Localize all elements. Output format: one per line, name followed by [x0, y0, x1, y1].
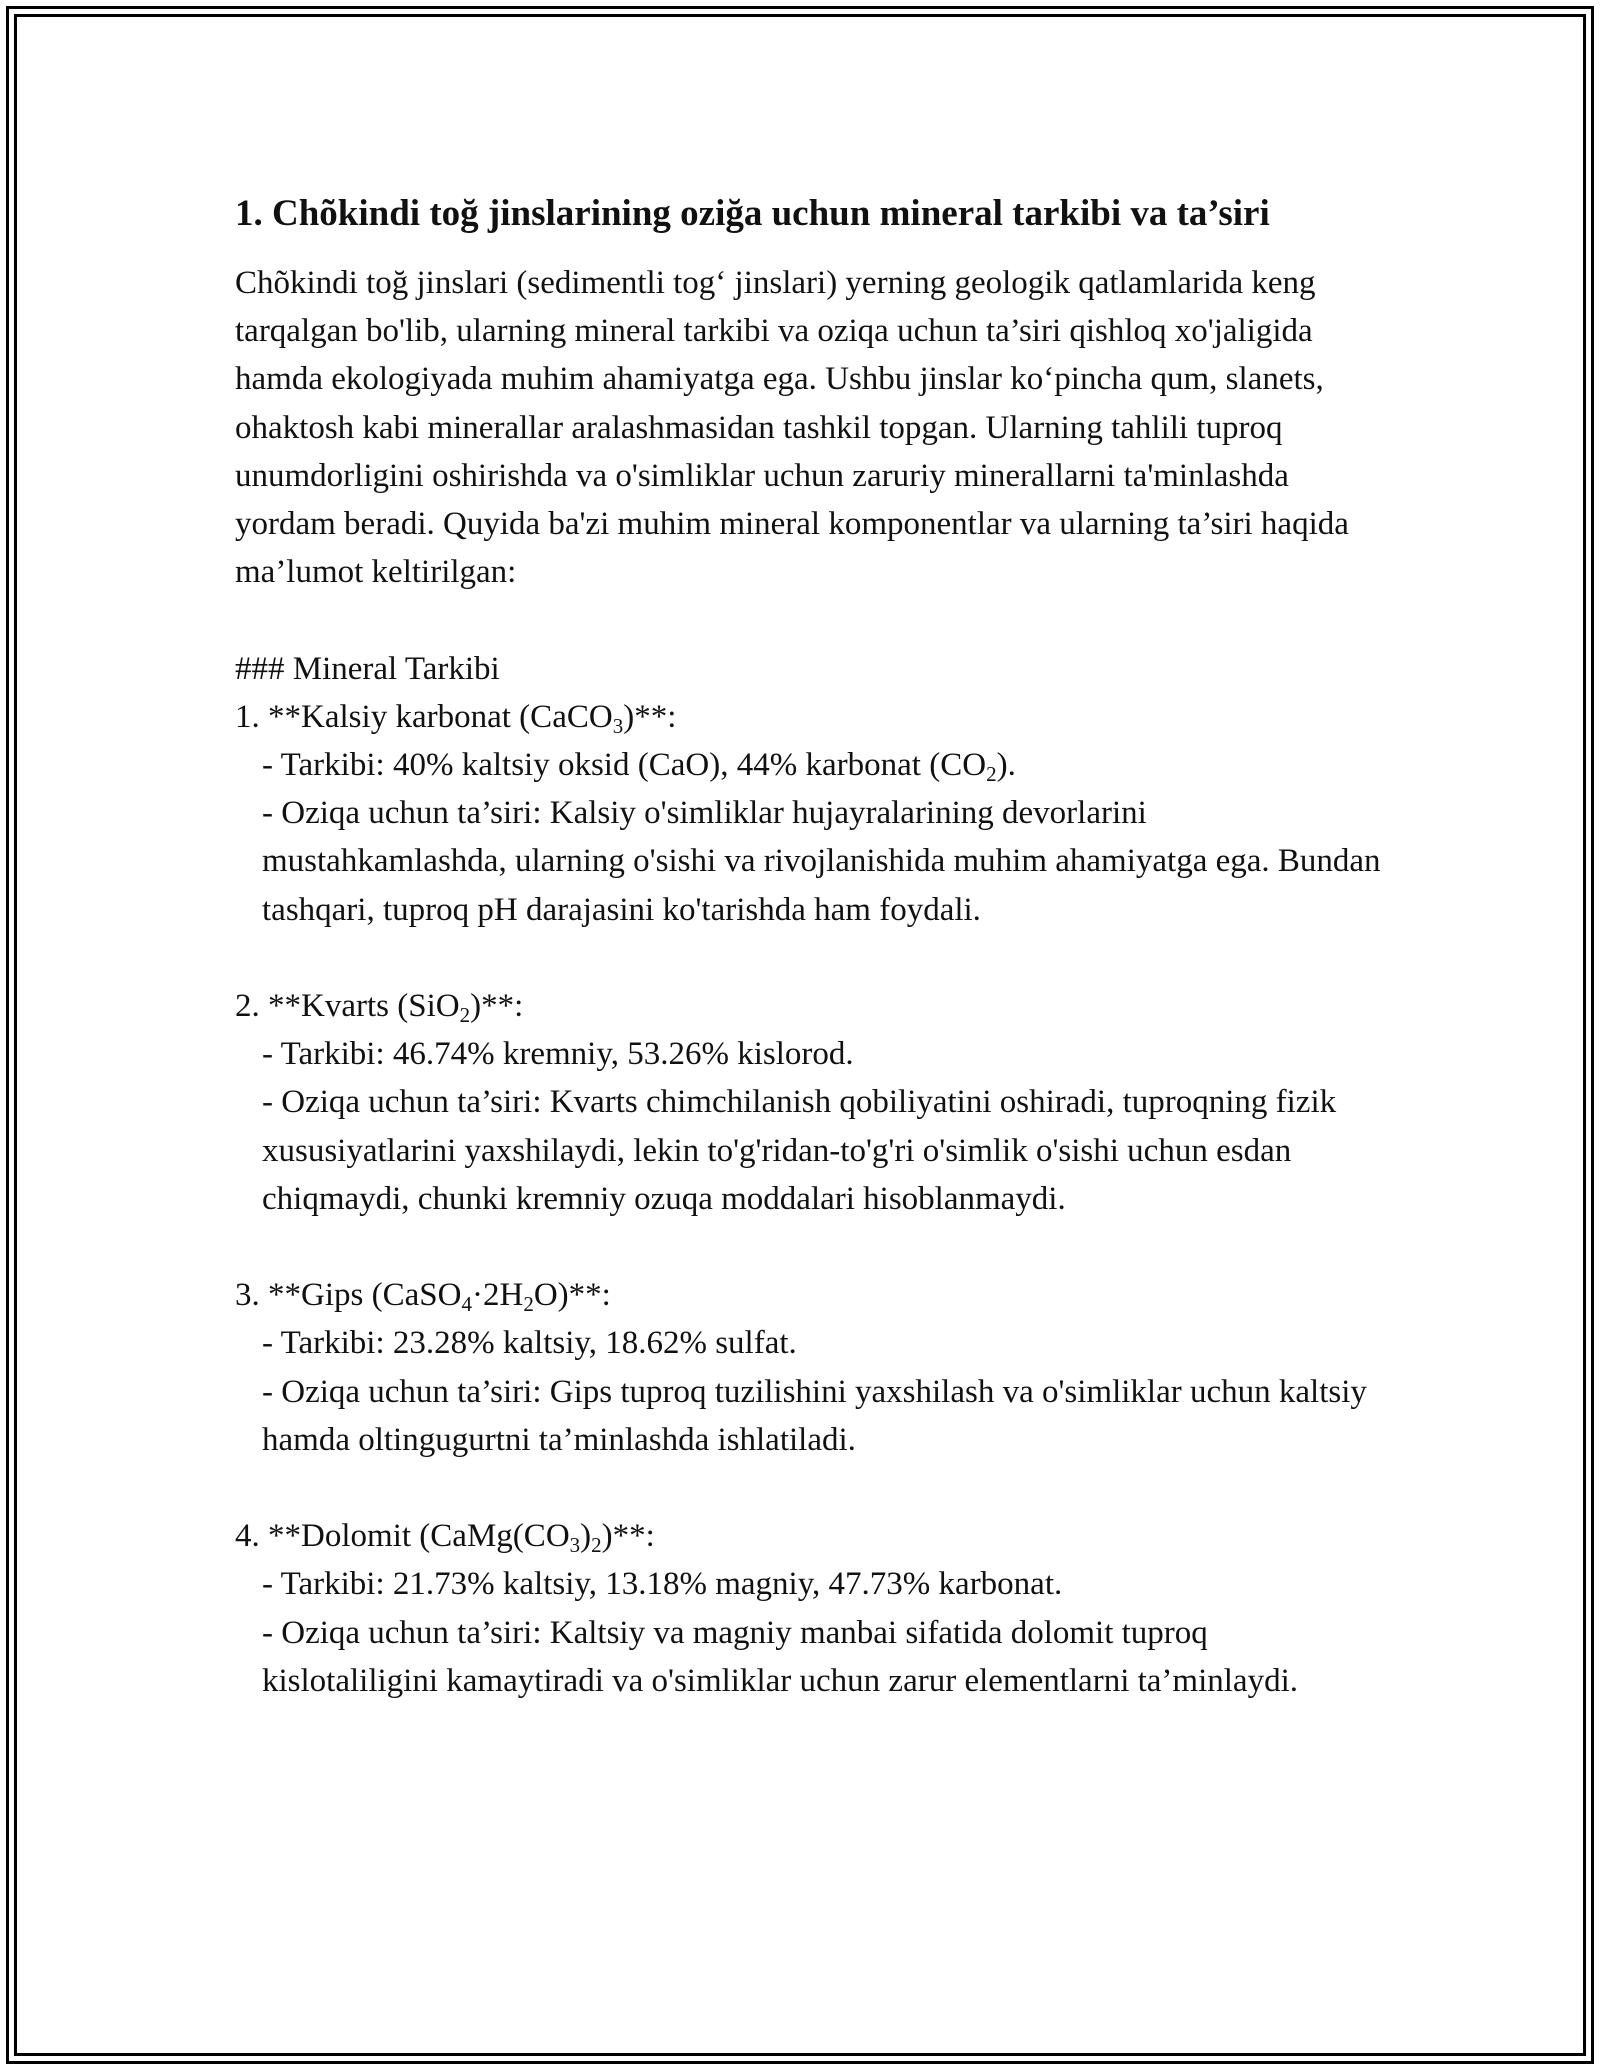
mineral-section — [235, 596, 1385, 1705]
section-heading: ### Mineral Tarkibi — [235, 650, 500, 687]
mineral-heading: 1. **Kalsiy karbonat (CaCO$_3$)**: — [235, 698, 677, 738]
mineral-composition: - Tarkibi: 40% kaltsiy oksid (CaO), 44% karbonat $(CO_2)$. — [262, 747, 1016, 787]
mineral-heading: 2. **Kvarts (SiO$_2$)**: — [235, 988, 524, 1028]
document-title: 1. Chõkindi toğ jinslarining oziğa uchun mineral tarkibi va ta’siri — [235, 193, 1270, 234]
mineral-composition: - Tarkibi: 46.74% kremniy, 53.26% kislorod. — [262, 1036, 854, 1073]
mineral-effect: - Oziqa uchun ta’siri: Kvarts chimchilanish qobiliyatini oshiradi, tuproqning fizik xususiyatlarini yaxshilaydi, lekin to'g'ridan-to'g'ri o'simlik o'sishi uchun esdan chiqmaydi, chunki kremniy ozuqa moddalari hisoblanmaydi. — [262, 1084, 1337, 1217]
mineral-effect: - Oziqa uchun ta’siri: Gips tuproq tuzilishini yaxshilash va o'simliklar uchun kaltsiy hamda oltingugurtni ta’minlashda ishlatiladi. — [262, 1373, 1367, 1458]
mineral-composition: - Tarkibi: 23.28% kaltsiy, 18.62% sulfat. — [262, 1325, 797, 1362]
mineral-effect: - Oziqa uchun ta’siri: Kaltsiy va magniy manbai sifatida dolomit tuproq kislotaliligini kamaytiradi va o'simliklar uchun zarur elementlarni ta’minlaydi. — [262, 1614, 1298, 1699]
document-page — [235, 186, 1385, 1705]
intro-paragraph: Chõkindi toğ jinslari (sedimentli tog‘ jinslari) yerning geologik qatlamlarida keng tarqalgan bo'lib, ularning mineral tarkibi va oziqa uchun ta’siri qishloq xo'jaligida hamda ekologiyada muhim ahamiyatga ega. Ushbu jinslar ko‘pincha qum, slanets, ohaktosh kabi minerallar aralashmasidan tashkil topgan. Ularning tahlili tuproq unumdorligini oshirishda va o'simliklar uchun zaruriy minerallarni ta'minlashda yordam beradi. Quyida ba'zi muhim mineral komponentlar va ularning ta’siri haqida ma’lumot keltirilgan: — [235, 265, 1349, 591]
mineral-heading: 3. **Gips $(CaSO_4\cdot 2H_2O)**$: — [235, 1277, 611, 1317]
mineral-composition: - Tarkibi: 21.73% kaltsiy, 13.18% magniy, 47.73% karbonat. — [262, 1566, 1063, 1603]
mineral-effect: - Oziqa uchun ta’siri: Kalsiy o'simliklar hujayralarining devorlarini mustahkamlashda, ularning o'sishi va rivojlanishida muhim ahamiyatga ega. Bundan tashqari, tuproq pH darajasini ko'tarishda ham foydali. — [262, 795, 1381, 928]
mineral-heading: 4. **Dolomit $(CaMg(CO_3)_2)**$: — [235, 1518, 655, 1558]
